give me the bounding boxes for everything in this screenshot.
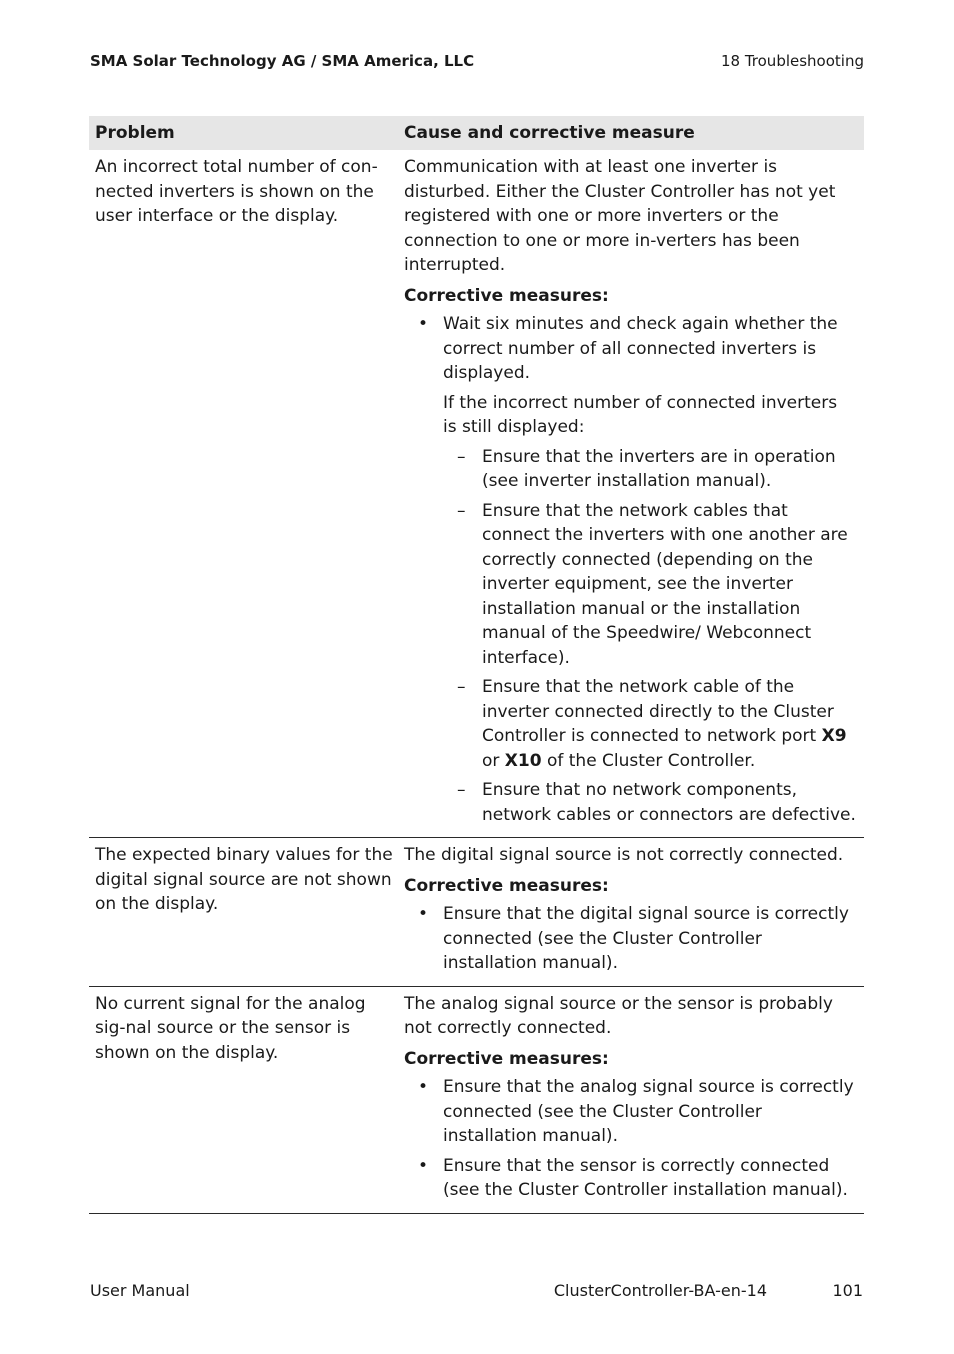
list-item: • Ensure that the analog signal source is correctly connected (see the Cluster Controller installation manual). [404,1075,856,1149]
problem-cell [89,992,399,1208]
measure-text: • Wait six minutes and check again whether the correct number of all connected inverters is displayed. [443,314,838,383]
port-label-x10: X10 [504,750,542,771]
list-item: – Ensure that no network components, network cables or connectors are defective. [443,778,856,827]
page-number: 101 [832,1281,863,1300]
corrective-measures-label: Corrective measures: [404,1048,609,1069]
column-header-problem: Problem [95,122,175,143]
cause-text: Communication with at least one inverter is disturbed. Either the Cluster Controller has not yet registered with one or more inverters or the connection to one or more in-verters has been interrupted. [404,157,836,275]
header-chapter: 18 Troubleshooting [720,52,864,70]
list-item: – Ensure that the network cables that connect the inverters with one another are correctly connected (depending on the inverter equipment, see the inverter installation manual or the installation manual of the Speedwire/ Webconnect interface). [443,499,856,671]
measure-text: of the Cluster Controller. [541,750,756,771]
measure-subtext: If the incorrect number of connected inverters is still displayed: [443,392,838,437]
list-item: – Ensure that the inverters are in operation (see inverter installation manual). [443,445,856,494]
list-item [404,312,856,827]
problem-text: An incorrect total number of con-nected inverters is shown on the user interface or the display. [95,157,378,226]
list-item: • Ensure that the digital signal source is correctly connected (see the Cluster Controller installation manual). [404,902,856,976]
list-item [443,675,856,773]
cause-text: The analog signal source or the sensor is probably not correctly connected. [404,993,833,1038]
header-company: SMA Solar Technology AG / SMA America, LLC [90,52,475,70]
measure-text: or [482,750,505,771]
problem-text: No current signal for the analog sig-nal source or the sensor is shown on the display. [95,993,366,1063]
cause-cell [399,155,864,832]
troubleshooting-table [89,116,864,1214]
problem-cell [89,843,399,981]
measure-text: Ensure that the network cable of the inverter connected directly to the Cluster Controller is connected to network port [482,677,834,746]
problem-text: The expected binary values for the digital signal source are not shown on the display. [95,845,393,914]
cause-cell [399,992,864,1208]
cause-cell [399,843,864,981]
footer-manual-label: User Manual [90,1281,190,1300]
problem-cell [89,155,399,832]
port-label-x9: X9 [821,726,847,746]
measures-list [404,902,856,976]
cause-text: The digital signal source is not correctly connected. [404,845,844,865]
sub-measures-list [443,445,856,828]
table-row [89,987,864,1214]
table-row [89,838,864,987]
corrective-measures-label: Corrective measures: [404,285,609,306]
column-header-cause: Cause and corrective measure [404,122,695,143]
table-header [89,116,864,150]
measures-list [404,1075,856,1203]
list-item: • Ensure that the sensor is correctly connected (see the Cluster Controller installation manual). [404,1154,856,1203]
measures-list [404,312,856,827]
corrective-measures-label: Corrective measures: [404,875,609,896]
table-row [89,150,864,838]
footer-doc-id: ClusterController-BA-en-14 [553,1281,767,1300]
